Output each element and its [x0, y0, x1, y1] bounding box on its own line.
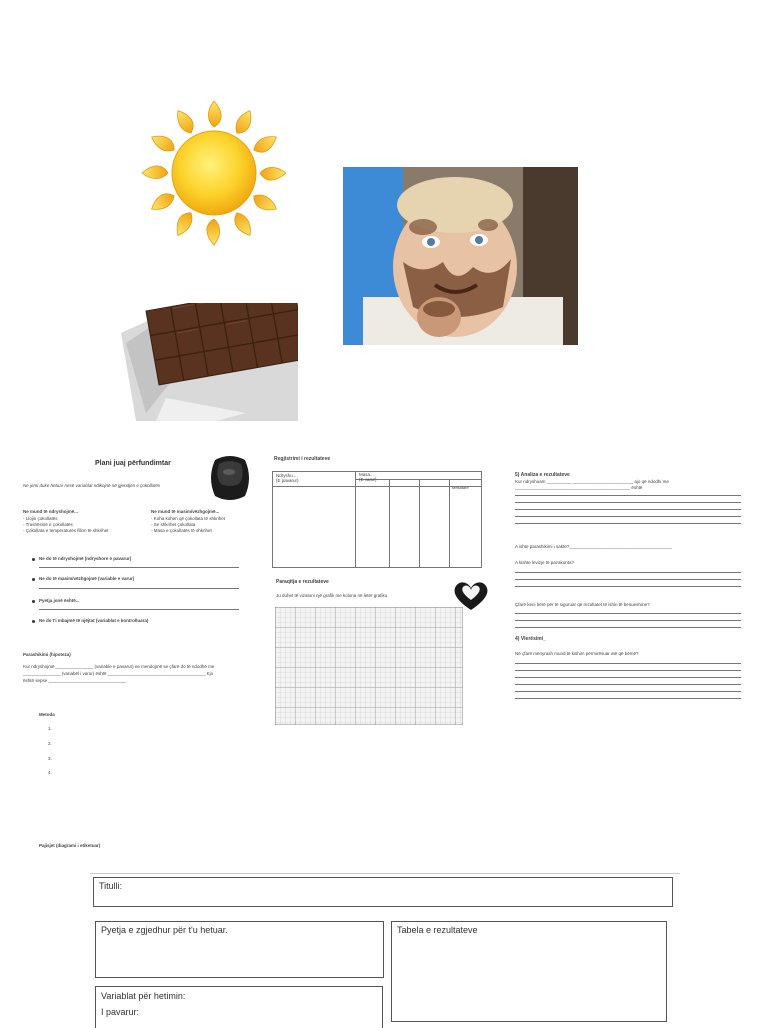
change-item: - Trashësinë e çokollatës	[23, 522, 73, 527]
answer-line	[515, 504, 741, 510]
hypothesis-heading: Parashikimi (hipoteza)	[23, 652, 71, 657]
bullet-dot	[32, 578, 35, 581]
col-independent-sub: (E pavarur)	[276, 478, 299, 483]
hypothesis-line: është sepse _______________________________	[23, 678, 127, 683]
answer-line	[515, 574, 741, 580]
question-improve: Në çfarë mënyrash mund të kishim përmirësuar atë që bëmë?	[515, 651, 639, 656]
variables-box[interactable]	[95, 986, 383, 1028]
graph-paper	[275, 607, 463, 725]
results-table	[272, 471, 482, 568]
bullet-independent: Ne do të ndryshojmë (ndryshore e pavarur)	[39, 556, 132, 561]
page1-intro: Ne jemi duke hetuar nesë variablat ndikojnë në gjendjen e çokollatës	[23, 483, 161, 488]
answer-line	[515, 693, 741, 699]
chocolate-bar-image	[116, 303, 298, 421]
answer-line	[515, 615, 741, 621]
chocolate-piece-image	[207, 454, 253, 502]
page1-title: Plani juaj përfundimtar	[95, 460, 171, 467]
divider	[90, 873, 680, 874]
answer-line	[515, 518, 741, 524]
question-box[interactable]	[95, 921, 384, 978]
hypothesis-line: _______________ (variabël i varur) është _______________________________________ Kjo	[23, 671, 214, 676]
question-reliability: Çfarë keni bërë për të siguruar që rezultatet të ishin të besueshme?	[515, 602, 650, 607]
independent-label: I pavarur:	[101, 1007, 140, 1017]
col-dependent: Masa...	[359, 472, 374, 477]
worksheet-page-2	[272, 452, 502, 727]
method-step: 3.	[48, 756, 52, 761]
method-step: 4.	[48, 770, 52, 775]
bullet-dependent: Ne do të masim/vëzhgojmë (variable e varur)	[39, 576, 135, 581]
measure-item: - Koha kohen që çokollata të shkrihet	[151, 516, 226, 521]
answer-line	[515, 490, 741, 496]
evaluation-heading: 4) Vlerësimi_	[515, 636, 546, 642]
question-label: Pyetja e zgjedhur për t'u hetuar.	[101, 925, 228, 935]
answer-line	[515, 497, 741, 503]
question-prediction: A ishte parashikimi i saktë?_________________________________________	[515, 544, 672, 549]
bullet-dot	[32, 558, 35, 561]
graph-title: Paraqitja e rezultateve	[276, 579, 329, 585]
change-heading: Ne mund të ndryshojmë...	[23, 509, 79, 514]
col-mean: Mesatare	[452, 485, 469, 490]
answer-line	[39, 583, 239, 589]
method-heading: Metoda	[39, 712, 55, 717]
title-label: Titulli:	[99, 881, 123, 891]
variables-label: Variablat për hetimin:	[101, 991, 186, 1001]
answer-line	[39, 604, 239, 610]
answer-line	[515, 608, 741, 614]
bullet-controlled: Ne do t'i mbajmë të njëjtat (variablat e kontrolluara)	[39, 618, 149, 623]
bullet-dot	[32, 620, 35, 623]
measure-heading: Ne mund të masim/vëzhgojmë...	[151, 509, 220, 514]
answer-line	[515, 686, 741, 692]
results-table-box[interactable]	[391, 921, 667, 1022]
bullet-question: Pyetja jonë është...	[39, 598, 80, 603]
bullet-dot	[32, 600, 35, 603]
answer-line	[515, 567, 741, 573]
answer-line	[515, 581, 741, 587]
question-anomalies: A kishte levizje të pazakonta?	[515, 560, 575, 565]
title-box[interactable]	[93, 877, 673, 907]
answer-line	[515, 511, 741, 517]
col-dependent-sub: (E varur)	[359, 477, 377, 482]
measure-item: - Se shkrihet çokollata	[151, 522, 196, 527]
answer-line	[515, 672, 741, 678]
answer-line	[39, 562, 239, 568]
measure-item: - Masa e çokollatës të shkrihet	[151, 528, 212, 533]
worksheet-page-3	[513, 468, 753, 708]
equipment-heading: Pajisjet (diagrami i etiketuar)	[39, 843, 101, 848]
answer-line	[515, 658, 741, 664]
sun-icon	[130, 95, 300, 255]
method-step: 2.	[48, 741, 52, 746]
answer-line	[515, 622, 741, 628]
col-independent: Ndryshu...	[276, 473, 297, 478]
analysis-line: ______________________________________________ është	[515, 485, 643, 490]
worksheet-page-1	[15, 448, 255, 868]
method-step: 1.	[48, 726, 52, 731]
answer-line	[515, 665, 741, 671]
graph-instructions: Ju duhet të vizatoni një grafik me kolona në letër grafiku	[276, 593, 388, 598]
results-label: Tabela e rezultateve	[397, 925, 478, 935]
change-item: - Llojin çokollatës	[23, 516, 58, 521]
page2-title: Regjistrimi i rezultateve	[274, 456, 331, 462]
change-item: - Çokollata e temperaturës fillon të shkrihet	[23, 528, 109, 533]
answer-line	[515, 679, 741, 685]
analysis-heading: 5) Analiza e rezultateve	[515, 472, 570, 478]
child-photo	[343, 167, 578, 345]
hypothesis-line: Kur ndryshojmë _______________ (variable e pavarur) ne mendojmë se çfarë do të ndodhë me	[23, 664, 215, 669]
analysis-line: Kur ndryshuam __________ ________________________ ajo që ndodhi me	[515, 479, 669, 484]
